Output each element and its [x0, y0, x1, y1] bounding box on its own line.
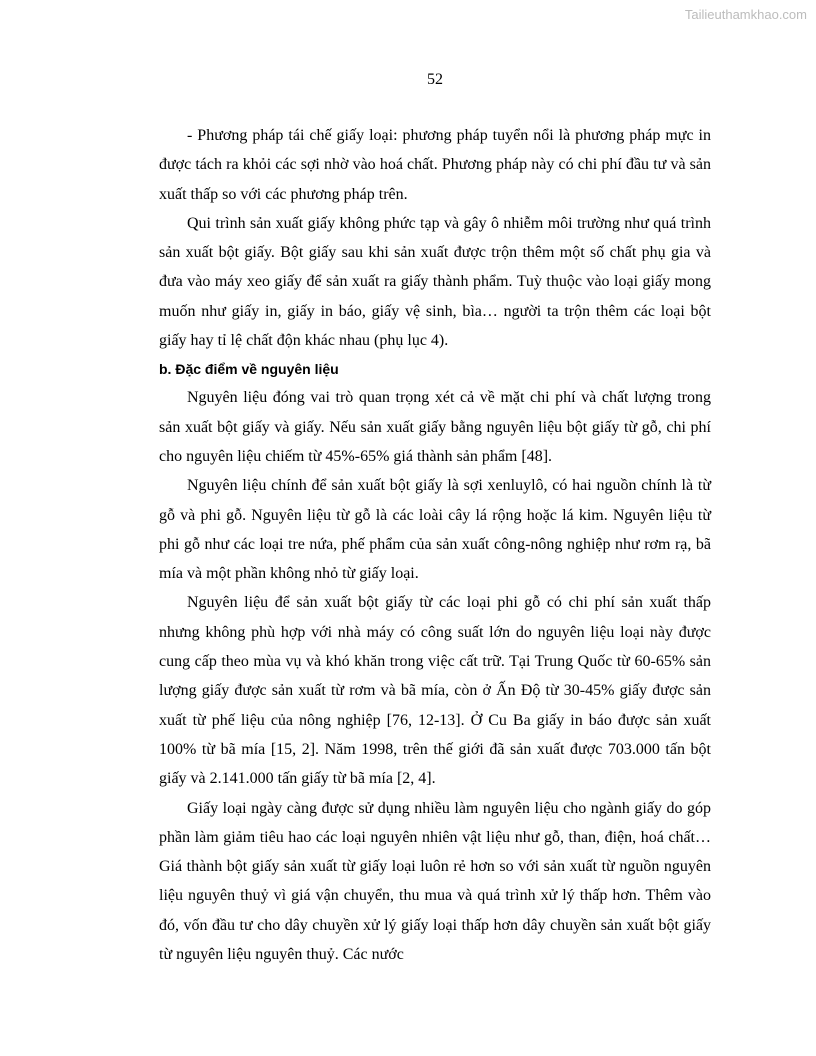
paragraph-recycling-method: - Phương pháp tái chế giấy loại: phương pháp tuyển nổi là phương pháp mực in được tách ra khỏi các sợi nhờ vào hoá chất. Phương pháp này có chi phí đầu tư và sản xuất thấp so với các phương pháp trên. [159, 127, 711, 203]
paragraph-material-sources: Nguyên liệu chính để sản xuất bột giấy là sợi xenluylô, có hai nguồn chính là từ gỗ và phi gỗ. Nguyên liệu từ gỗ là các loài cây lá rộng hoặc lá kim. Nguyên liệu từ phi gỗ như các loại tre nứa, phế phẩm của sản xuất công-nông nghiệp như rơm rạ, bã mía và một phần không nhỏ từ giấy loại. [159, 477, 711, 583]
section-heading: b. Đặc điểm về nguyên liệu [159, 361, 339, 378]
watermark: Tailieuthamkhao.com [684, 7, 807, 22]
page-number: 52 [427, 71, 443, 88]
body-text [159, 121, 711, 969]
paragraph-waste-paper: Giấy loại ngày càng được sử dụng nhiều làm nguyên liệu cho ngành giấy do góp phần làm giảm tiêu hao các loại nguyên nhiên vật liệu như gỗ, than, điện, hoá chất… Giá thành bột giấy sản xuất từ giấy loại luôn rẻ hơn so với sản xuất từ nguồn nguyên liệu nguyên thuỷ vì giá vận chuyển, thu mua và quá trình xử lý thấp hơn. Thêm vào đó, vốn đầu tư cho dây chuyền xử lý giấy loại thấp hơn dây chuyền sản xuất bột giấy từ nguyên liệu nguyên thuỷ. Các nước [159, 799, 711, 964]
paragraph-paper-production-process: Qui trình sản xuất giấy không phức tạp và gây ô nhiễm môi trường như quá trình sản xuất bột giấy. Bột giấy sau khi sản xuất được trộn thêm một số chất phụ gia và đưa vào máy xeo giấy để sản xuất ra giấy thành phẩm. Tuỳ thuộc vào loại giấy mong muốn như giấy in, giấy in báo, giấy vệ sinh, bìa… người ta trộn thêm các loại bột giấy hay tỉ lệ chất độn khác nhau (phụ lục 4). [159, 214, 711, 350]
paragraph-non-wood-materials: Nguyên liệu để sản xuất bột giấy từ các loại phi gỗ có chi phí sản xuất thấp nhưng không phù hợp với nhà máy có công suất lớn do nguyên liệu loại này được cung cấp theo mùa vụ và khó khăn trong việc cất trữ. Tại Trung Quốc từ 60-65% sản lượng giấy được sản xuất từ rơm và bã mía, còn ở Ấn Độ từ 30-45% giấy được sản xuất từ phế liệu của nông nghiệp [76, 12-13]. Ở Cu Ba giấy in báo được sản xuất 100% từ bã mía [15, 2]. Năm 1998, trên thế giới đã sản xuất được 703.000 tấn bột giấy và 2.141.000 tấn giấy từ bã mía [2, 4]. [159, 594, 711, 788]
paragraph-material-cost: Nguyên liệu đóng vai trò quan trọng xét cả về mặt chi phí và chất lượng trong sản xuất bột giấy và giấy. Nếu sản xuất giấy bằng nguyên liệu bột giấy từ gỗ, chi phí cho nguyên liệu chiếm từ 45%-65% giá thành sản phẩm [48]. [159, 389, 711, 465]
